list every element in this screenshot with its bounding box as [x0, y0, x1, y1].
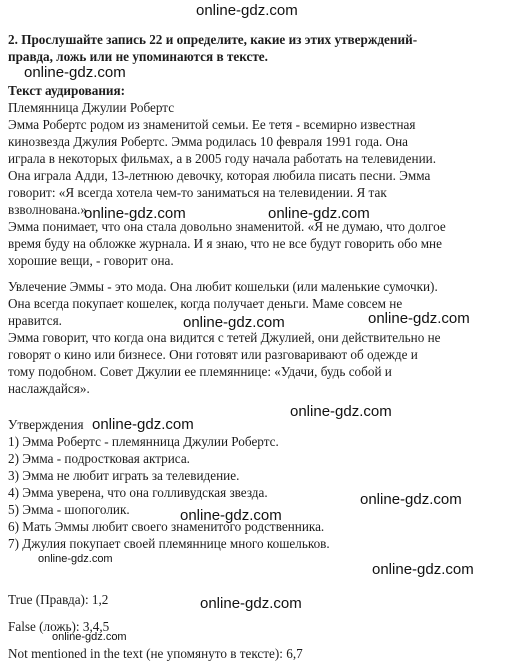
watermark: online-gdz.com — [360, 491, 462, 508]
statement-item: 2) Эмма - подростковая актриса. — [8, 451, 190, 466]
answer-false: False (ложь): 3,4,5 — [8, 619, 110, 634]
text-line: хорошие вещи, - говорит она. — [8, 253, 174, 268]
watermark: online-gdz.com — [372, 561, 474, 578]
watermark: online-gdz.com — [38, 553, 113, 565]
statement-item: 6) Мать Эммы любит своего знаменитого родственника. — [8, 519, 325, 534]
text-line: нравится. — [8, 313, 62, 328]
watermark: online-gdz.com — [290, 403, 392, 420]
answer-not-mentioned: Not mentioned in the text (не упомянуто в тексте): 6,7 — [8, 646, 303, 661]
text-line: Она всегда покупает кошелек, когда получает деньги. Маме совсем не — [8, 296, 403, 311]
statement-item: 7) Джулия покупает своей племяннице много кошельков. — [8, 536, 330, 551]
text-line: Она играла Адди, 13-летнюю девочку, которая любила писать песни. Эмма — [8, 168, 431, 183]
statement-item: 1) Эмма Робертс - племянница Джулии Робертс. — [8, 434, 279, 449]
watermark: online-gdz.com — [24, 64, 126, 81]
watermark: online-gdz.com — [84, 205, 186, 222]
text-title: Племянница Джулии Робертс — [8, 100, 175, 115]
text-line: тому подобном. Совет Джулии ее племяннице: «Удачи, будь собой и — [8, 364, 392, 379]
text-line: кинозвезда Джулия Робертс. Эмма родилась 10 февраля 1991 года. Она — [8, 134, 409, 149]
text-line: наслаждайся». — [8, 381, 90, 396]
text-line: Эмма говорит, что когда она видится с тетей Джулией, они действительно не — [8, 330, 441, 345]
task-heading-line2: правда, ложь или не упоминаются в тексте. — [8, 49, 268, 64]
statement-item: 5) Эмма - шопоголик. — [8, 502, 130, 517]
watermark: online-gdz.com — [368, 310, 470, 327]
task-heading-line1: 2. Прослушайте запись 22 и определите, какие из этих утверждений- — [8, 32, 418, 47]
statement-item: 3) Эмма не любит играть за телевидение. — [8, 468, 240, 483]
answer-true: True (Правда): 1,2 — [8, 592, 109, 607]
text-line: время буду на обложке журнала. И я знаю, что не все будут говорить обо мне — [8, 236, 442, 251]
watermark: online-gdz.com — [183, 314, 285, 331]
text-line: взволнована.» — [8, 202, 87, 217]
text-line: Увлечение Эммы - это мода. Она любит кошельки (или маленькие сумочки). — [8, 279, 438, 294]
text-line: Эмма понимает, что она стала довольно знаменитой. «Я не думаю, что долгое — [8, 219, 446, 234]
watermark: online-gdz.com — [196, 2, 298, 19]
statements-label: Утверждения — [8, 417, 84, 432]
watermark: online-gdz.com — [52, 631, 127, 643]
text-line: Эмма Робертс родом из знаменитой семьи. Ее тетя - всемирно известная — [8, 117, 416, 132]
watermark: online-gdz.com — [200, 595, 302, 612]
statement-item: 4) Эмма уверена, что она голливудская звезда. — [8, 485, 268, 500]
text-line: говорит: «Я всегда хотела чем-то заниматься на телевидении. Я так — [8, 185, 387, 200]
section-label: Текст аудирования: — [8, 83, 126, 98]
text-line: говорят о кино или бизнесе. Они готовят или разговаривают об одежде и — [8, 347, 418, 362]
watermark: online-gdz.com — [92, 416, 194, 433]
text-line: играла в некоторых фильмах, а в 2005 году начала работать на телевидении. — [8, 151, 436, 166]
watermark: online-gdz.com — [268, 205, 370, 222]
watermark: online-gdz.com — [180, 507, 282, 524]
